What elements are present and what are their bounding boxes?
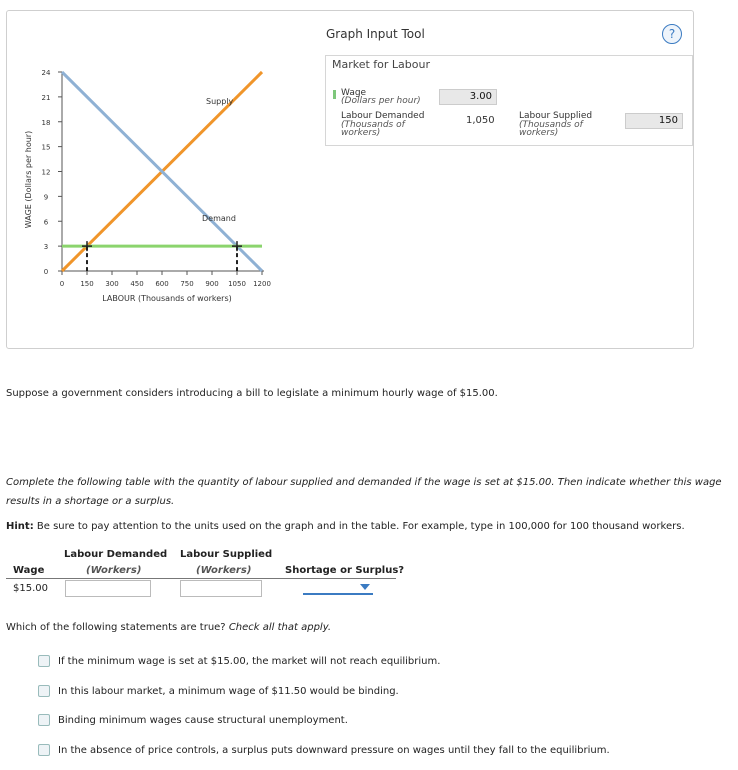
- y-tick-label: 12: [41, 168, 51, 177]
- statement-option-4[interactable]: [38, 744, 610, 756]
- statement-text: In the absence of price controls, a surplus puts downward pressure on wages until they fall to the equilibrium.: [58, 744, 610, 756]
- help-icon[interactable]: ?: [662, 24, 682, 44]
- statement-option-1[interactable]: [38, 655, 440, 667]
- x-tick-label: 750: [180, 280, 194, 288]
- x-tick-label: 0: [59, 280, 65, 288]
- col-shortage-surplus: Shortage or Surplus?: [285, 565, 405, 576]
- checkbox[interactable]: [38, 714, 50, 726]
- demand-label: Demand: [202, 214, 236, 223]
- hint-text: Be sure to pay attention to the units used on the graph and in the table. For example, type in 100,000 for 100 thousand workers.: [36, 521, 685, 532]
- statement-text: In this labour market, a minimum wage of $11.50 would be binding.: [58, 685, 399, 697]
- table-header-rule: [6, 578, 396, 579]
- y-tick-label: 3: [43, 243, 49, 252]
- supplied-value-field[interactable]: 150: [625, 113, 683, 129]
- graph-input-tool-title: Graph Input Tool: [326, 27, 425, 41]
- y-tick-label: 21: [41, 93, 51, 102]
- y-tick-label: 6: [43, 218, 49, 227]
- supply-label: Supply: [206, 97, 234, 106]
- market-title: Market for Labour: [332, 58, 431, 71]
- chevron-down-icon[interactable]: [360, 584, 370, 590]
- y-tick-label: 9: [43, 193, 49, 202]
- demanded-value: 1,050: [466, 115, 495, 126]
- col-supplied-unit: (Workers): [196, 565, 252, 576]
- col-labour-demanded: Labour Demanded: [64, 549, 168, 560]
- x-tick-label: 1200: [253, 280, 271, 288]
- question-instructions: Complete the following table with the quantity of labour supplied and demanded if the wage is set at $15.00. Then indicate whether this wage results in a shortage or a surplus.: [6, 477, 722, 507]
- statements-prompt: Which of the following statements are true?: [6, 622, 226, 633]
- demanded-unit-1: (Thousands of: [341, 120, 405, 130]
- demanded-label: Labour Demanded: [341, 111, 425, 121]
- col-labour-supplied: Labour Supplied: [180, 549, 273, 560]
- x-tick-label: 600: [155, 280, 169, 288]
- wage-value-field[interactable]: 3.00: [439, 89, 497, 105]
- checkbox[interactable]: [38, 655, 50, 667]
- labour-demanded-input[interactable]: [65, 580, 151, 597]
- x-tick-label: 450: [130, 280, 144, 288]
- statement-text: Binding minimum wages cause structural unemployment.: [58, 714, 348, 726]
- y-tick-label: 15: [41, 143, 51, 152]
- y-tick-label: 24: [41, 69, 51, 77]
- checkbox[interactable]: [38, 744, 50, 756]
- x-tick-label: 1050: [228, 280, 246, 288]
- statement-option-3[interactable]: [38, 714, 348, 726]
- col-wage: Wage: [13, 565, 45, 576]
- labour-supplied-input[interactable]: [180, 580, 262, 597]
- y-axis-label: WAGE (Dollars per hour): [24, 130, 33, 229]
- labour-market-graph[interactable]: [0, 0, 330, 340]
- wage-swatch: [333, 90, 336, 99]
- x-tick-label: 150: [80, 280, 94, 288]
- statement-option-2[interactable]: [38, 685, 399, 697]
- statements-prompt-italic: Check all that apply.: [228, 622, 332, 633]
- wage-label: Wage: [341, 88, 367, 98]
- supplied-label: Labour Supplied: [519, 111, 593, 121]
- demanded-unit-2: workers): [341, 128, 381, 138]
- col-demanded-unit: (Workers): [86, 565, 142, 576]
- x-axis-label: LABOUR (Thousands of workers): [102, 294, 232, 303]
- checkbox[interactable]: [38, 685, 50, 697]
- x-tick-label: 300: [105, 280, 119, 288]
- y-tick-label: 0: [43, 268, 49, 276]
- hint-label: Hint:: [6, 521, 34, 532]
- statement-text: If the minimum wage is set at $15.00, the market will not reach equilibrium.: [58, 655, 441, 667]
- x-tick-label: 900: [205, 280, 219, 288]
- question-intro: Suppose a government considers introducing a bill to legislate a minimum hourly wage of $15.00.: [6, 388, 498, 399]
- wage-unit: (Dollars per hour): [341, 96, 421, 106]
- row-wage-value: $15.00: [13, 583, 48, 594]
- supplied-unit-2: workers): [519, 128, 559, 138]
- supplied-unit-1: (Thousands of: [519, 120, 583, 130]
- y-tick-label: 18: [41, 118, 51, 127]
